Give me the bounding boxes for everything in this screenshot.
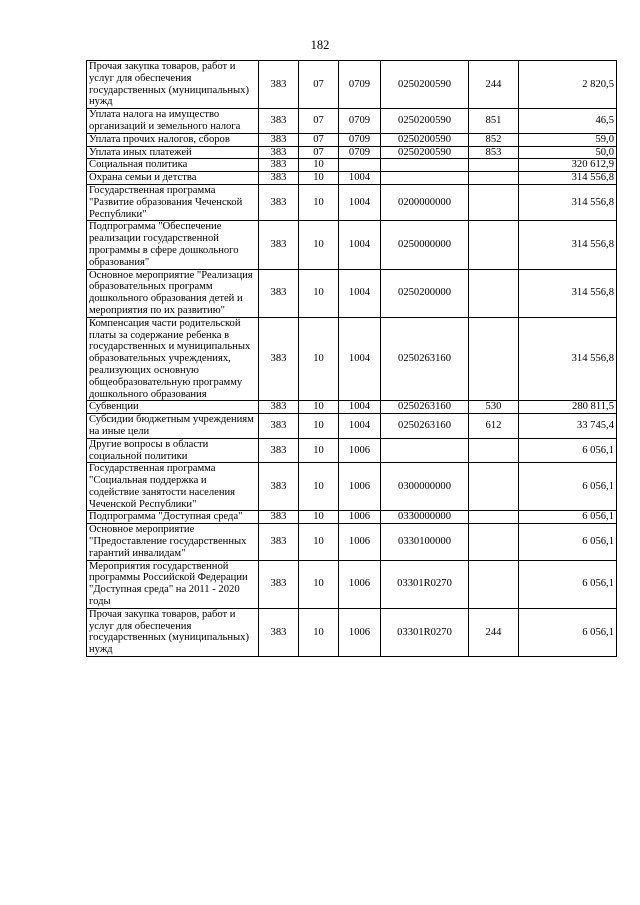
row-name-cell: Основное мероприятие "Предоставление государственных гарантий инвалидам" <box>87 524 259 560</box>
ved-cell: 383 <box>259 414 299 439</box>
target-article-cell: 0330100000 <box>381 524 469 560</box>
subsection-cell: 1006 <box>339 511 381 524</box>
amount-cell: 59,0 <box>519 133 617 146</box>
table-row <box>87 317 617 401</box>
table-row <box>87 172 617 185</box>
subsection-cell: 1006 <box>339 560 381 608</box>
section-cell: 10 <box>299 221 339 269</box>
expense-type-cell: 851 <box>469 109 519 134</box>
section-cell: 10 <box>299 172 339 185</box>
subsection-cell: 1004 <box>339 184 381 220</box>
row-name-cell: Основное мероприятие "Реализация образовательных программ дошкольного образования детей и мероприятия по их развитию" <box>87 269 259 317</box>
table-row <box>87 133 617 146</box>
amount-cell: 50,0 <box>519 146 617 159</box>
row-name-cell: Государственная программа "Развитие образования Чеченской Республики" <box>87 184 259 220</box>
expense-type-cell <box>469 184 519 220</box>
expense-type-cell: 853 <box>469 146 519 159</box>
section-cell: 07 <box>299 146 339 159</box>
section-cell: 10 <box>299 269 339 317</box>
ved-cell: 383 <box>259 133 299 146</box>
subsection-cell: 1004 <box>339 221 381 269</box>
target-article-cell: 0250263160 <box>381 317 469 401</box>
expense-type-cell: 612 <box>469 414 519 439</box>
amount-cell: 6 056,1 <box>519 524 617 560</box>
section-cell: 10 <box>299 524 339 560</box>
expense-type-cell <box>469 511 519 524</box>
ved-cell: 383 <box>259 524 299 560</box>
subsection-cell: 1004 <box>339 172 381 185</box>
ved-cell: 383 <box>259 463 299 511</box>
expense-type-cell <box>469 463 519 511</box>
amount-cell: 280 811,5 <box>519 401 617 414</box>
amount-cell: 314 556,8 <box>519 184 617 220</box>
expense-type-cell <box>469 159 519 172</box>
target-article-cell <box>381 172 469 185</box>
ved-cell: 383 <box>259 184 299 220</box>
subsection-cell: 0709 <box>339 133 381 146</box>
row-name-cell: Мероприятия государственной программы Российской Федерации "Доступная среда" на 2011 - 2020 годы <box>87 560 259 608</box>
row-name-cell: Уплата иных платежей <box>87 146 259 159</box>
section-cell: 10 <box>299 401 339 414</box>
table-row <box>87 146 617 159</box>
row-name-cell: Подпрограмма "Обеспечение реализации государственной программы в сфере дошкольного образования" <box>87 221 259 269</box>
amount-cell: 6 056,1 <box>519 463 617 511</box>
row-name-cell: Прочая закупка товаров, работ и услуг для обеспечения государственных (муниципальных) нужд <box>87 61 259 109</box>
subsection-cell: 1004 <box>339 317 381 401</box>
subsection-cell: 1004 <box>339 401 381 414</box>
budget-table <box>86 60 617 657</box>
amount-cell: 6 056,1 <box>519 511 617 524</box>
expense-type-cell <box>469 269 519 317</box>
subsection-cell <box>339 159 381 172</box>
target-article-cell: 0330000000 <box>381 511 469 524</box>
subsection-cell: 0709 <box>339 109 381 134</box>
section-cell: 10 <box>299 560 339 608</box>
row-name-cell: Прочая закупка товаров, работ и услуг для обеспечения государственных (муниципальных) нужд <box>87 608 259 656</box>
row-name-cell: Государственная программа "Социальная поддержка и содействие занятости населения Чеченской Республики" <box>87 463 259 511</box>
ved-cell: 383 <box>259 221 299 269</box>
target-article-cell: 0200000000 <box>381 184 469 220</box>
section-cell: 10 <box>299 608 339 656</box>
ved-cell: 383 <box>259 61 299 109</box>
ved-cell: 383 <box>259 269 299 317</box>
table-row <box>87 159 617 172</box>
expense-type-cell <box>469 524 519 560</box>
target-article-cell: 0250263160 <box>381 401 469 414</box>
row-name-cell: Социальная политика <box>87 159 259 172</box>
amount-cell: 6 056,1 <box>519 608 617 656</box>
table-row <box>87 511 617 524</box>
table-row <box>87 414 617 439</box>
row-name-cell: Подпрограмма "Доступная среда" <box>87 511 259 524</box>
subsection-cell: 1006 <box>339 608 381 656</box>
subsection-cell: 1004 <box>339 269 381 317</box>
section-cell: 10 <box>299 184 339 220</box>
ved-cell: 383 <box>259 608 299 656</box>
amount-cell: 314 556,8 <box>519 221 617 269</box>
target-article-cell <box>381 159 469 172</box>
section-cell: 10 <box>299 414 339 439</box>
amount-cell: 314 556,8 <box>519 269 617 317</box>
ved-cell: 383 <box>259 401 299 414</box>
table-row <box>87 61 617 109</box>
expense-type-cell <box>469 172 519 185</box>
row-name-cell: Компенсация части родительской платы за содержание ребенка в государственных и муниципальных образовательных учреждениях, реализующих основную общеобразовательную программу дошкольного образования <box>87 317 259 401</box>
expense-type-cell: 244 <box>469 608 519 656</box>
subsection-cell: 1006 <box>339 438 381 463</box>
row-name-cell: Субвенции <box>87 401 259 414</box>
table-row <box>87 438 617 463</box>
ved-cell: 383 <box>259 172 299 185</box>
table-row <box>87 608 617 656</box>
target-article-cell: 0250200590 <box>381 61 469 109</box>
target-article-cell: 0300000000 <box>381 463 469 511</box>
amount-cell: 33 745,4 <box>519 414 617 439</box>
row-name-cell: Охрана семьи и детства <box>87 172 259 185</box>
subsection-cell: 1006 <box>339 524 381 560</box>
target-article-cell: 03301R0270 <box>381 560 469 608</box>
amount-cell: 2 820,5 <box>519 61 617 109</box>
target-article-cell <box>381 438 469 463</box>
target-article-cell: 0250200590 <box>381 109 469 134</box>
row-name-cell: Другие вопросы в области социальной политики <box>87 438 259 463</box>
table-row <box>87 109 617 134</box>
amount-cell: 314 556,8 <box>519 317 617 401</box>
target-article-cell: 0250000000 <box>381 221 469 269</box>
row-name-cell: Уплата налога на имущество организаций и земельного налога <box>87 109 259 134</box>
subsection-cell: 1006 <box>339 463 381 511</box>
subsection-cell: 0709 <box>339 61 381 109</box>
amount-cell: 6 056,1 <box>519 560 617 608</box>
ved-cell: 383 <box>259 511 299 524</box>
table-row <box>87 524 617 560</box>
ved-cell: 383 <box>259 146 299 159</box>
expense-type-cell <box>469 560 519 608</box>
target-article-cell: 03301R0270 <box>381 608 469 656</box>
target-article-cell: 0250263160 <box>381 414 469 439</box>
subsection-cell: 0709 <box>339 146 381 159</box>
section-cell: 07 <box>299 133 339 146</box>
table-row <box>87 221 617 269</box>
ved-cell: 383 <box>259 109 299 134</box>
table-row <box>87 401 617 414</box>
expense-type-cell <box>469 221 519 269</box>
ved-cell: 383 <box>259 317 299 401</box>
table-row <box>87 184 617 220</box>
section-cell: 07 <box>299 109 339 134</box>
target-article-cell: 0250200590 <box>381 133 469 146</box>
subsection-cell: 1004 <box>339 414 381 439</box>
section-cell: 10 <box>299 511 339 524</box>
expense-type-cell: 244 <box>469 61 519 109</box>
section-cell: 10 <box>299 438 339 463</box>
section-cell: 10 <box>299 159 339 172</box>
expense-type-cell: 852 <box>469 133 519 146</box>
target-article-cell: 0250200590 <box>381 146 469 159</box>
table-row <box>87 560 617 608</box>
amount-cell: 320 612,9 <box>519 159 617 172</box>
ved-cell: 383 <box>259 438 299 463</box>
expense-type-cell: 530 <box>469 401 519 414</box>
row-name-cell: Субсидии бюджетным учреждениям на иные цели <box>87 414 259 439</box>
ved-cell: 383 <box>259 159 299 172</box>
row-name-cell: Уплата прочих налогов, сборов <box>87 133 259 146</box>
expense-type-cell <box>469 317 519 401</box>
page-number: 182 <box>310 38 330 52</box>
table-row <box>87 463 617 511</box>
expense-type-cell <box>469 438 519 463</box>
section-cell: 10 <box>299 463 339 511</box>
section-cell: 07 <box>299 61 339 109</box>
table-row <box>87 269 617 317</box>
ved-cell: 383 <box>259 560 299 608</box>
target-article-cell: 0250200000 <box>381 269 469 317</box>
section-cell: 10 <box>299 317 339 401</box>
amount-cell: 6 056,1 <box>519 438 617 463</box>
amount-cell: 314 556,8 <box>519 172 617 185</box>
amount-cell: 46,5 <box>519 109 617 134</box>
